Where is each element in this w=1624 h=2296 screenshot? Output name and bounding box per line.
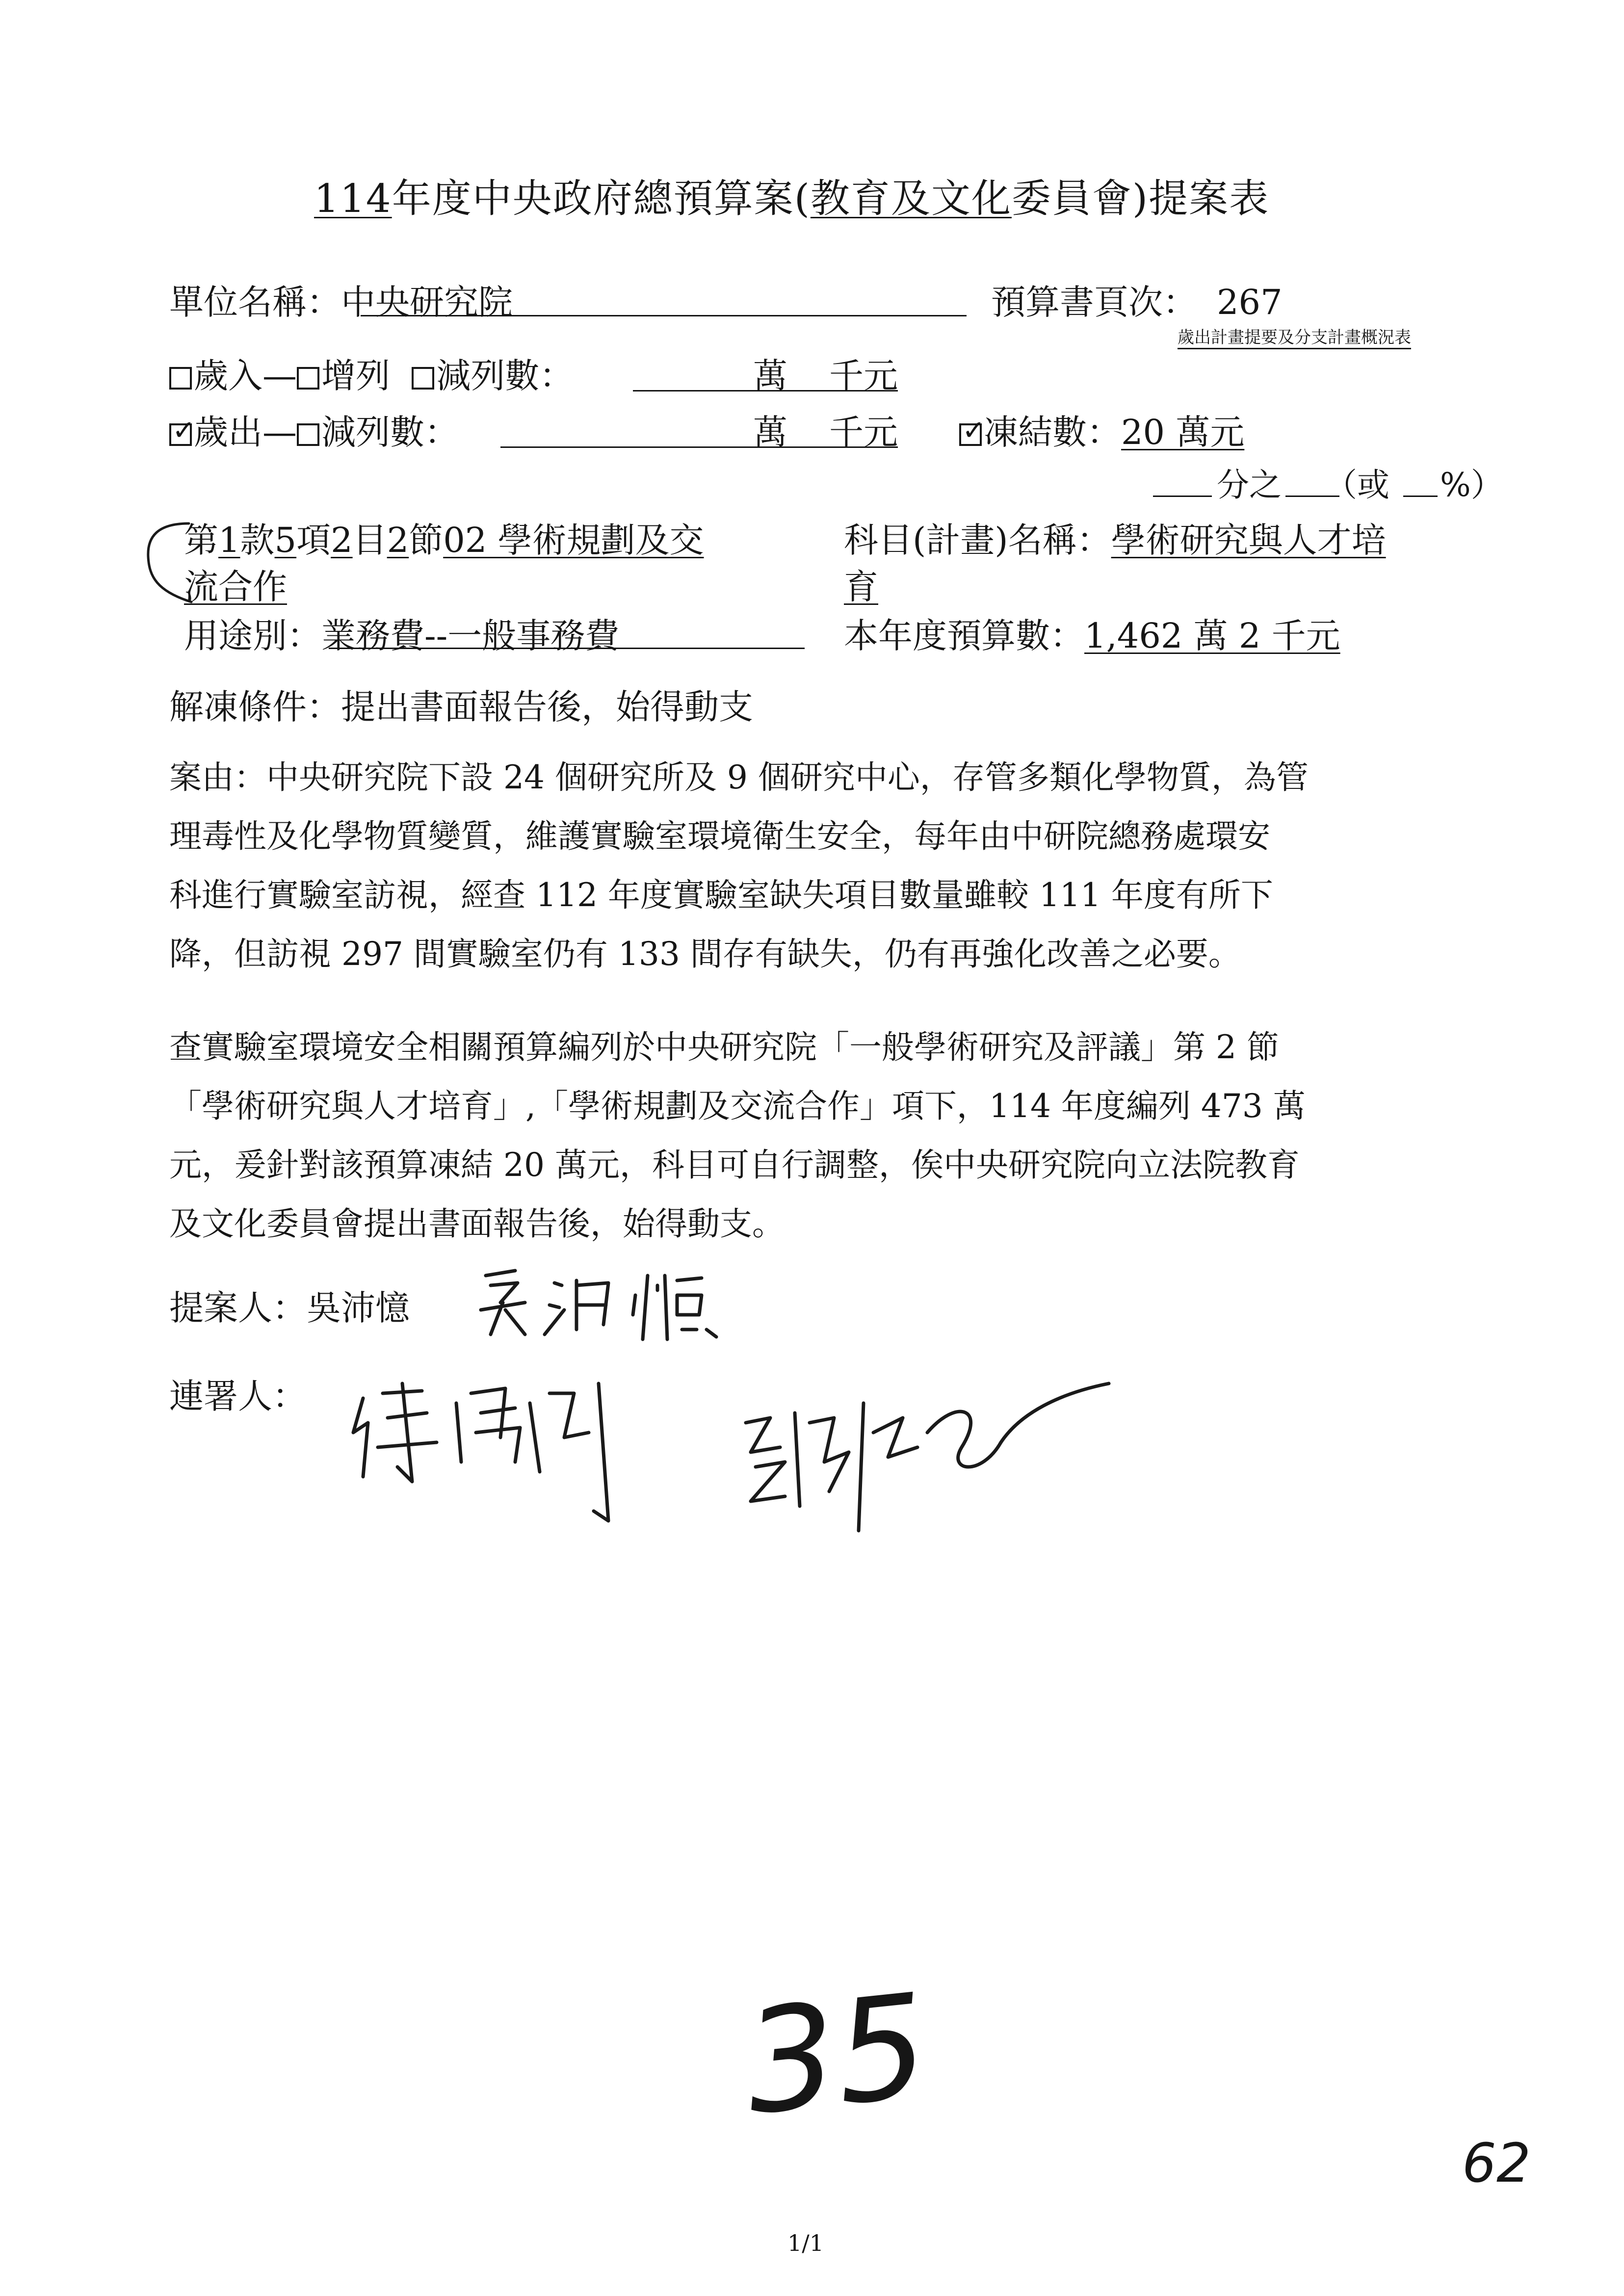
fraction-part1: 分之 — [1217, 466, 1282, 504]
section-kuan-num: 1 — [218, 520, 240, 560]
income-unit-wan: 萬 — [753, 356, 787, 396]
usage-label: 用途別： — [184, 616, 321, 656]
title-year: 114 — [314, 176, 392, 221]
section-name-1: 02 學術規劃及交 — [443, 520, 704, 560]
income-row — [169, 348, 574, 398]
freeze-row — [959, 405, 1244, 454]
fraction-blank-3 — [1403, 496, 1438, 497]
unfreeze-label: 解凍條件： — [169, 687, 341, 727]
freeze-value: 20 萬元 — [1121, 412, 1245, 452]
expense-unit-wan: 萬 — [753, 412, 787, 452]
budget-label: 本年度預算數： — [844, 616, 1084, 656]
subject-label: 科目(計畫)名稱： — [844, 520, 1111, 560]
income-label: 歲入— — [194, 356, 297, 396]
finding-line: 元，爰針對該預算凍結 20 萬元，科目可自行調整，俟中央研究院向立法院教育 — [169, 1146, 1300, 1184]
budget-row — [844, 608, 1340, 658]
income-checkbox[interactable] — [169, 367, 192, 390]
reason-line: 理毒性及化學物質變質，維護實驗室環境衛生安全，每年由中研院總務處環安 — [169, 817, 1270, 855]
section-line-2 — [184, 559, 287, 609]
subject-value-1: 學術研究與人才培 — [1111, 520, 1386, 560]
unit-value: 中央研究院 — [341, 282, 513, 322]
freeze-checkbox[interactable] — [959, 423, 982, 446]
freeze-label: 凍結數： — [984, 412, 1121, 452]
reason-paragraph — [169, 748, 1465, 984]
proposer-label: 提案人： — [169, 1288, 307, 1328]
finding-line: 「學術研究與人才培育」,「學術規劃及交流合作」項下，114 年度編列 473 萬 — [169, 1087, 1306, 1125]
budget-value: 1,462 萬 2 千元 — [1084, 616, 1340, 656]
fraction-part3: %） — [1440, 466, 1503, 504]
add-label: 增列 — [321, 356, 390, 396]
fraction-blank-1 — [1153, 496, 1212, 497]
reason-line: 案由：中央研究院下設 24 個研究所及 9 個研究中心，存管多類化學物質，為管 — [169, 758, 1309, 796]
usage-row — [184, 608, 619, 658]
unit-row — [169, 275, 513, 324]
unit-label: 單位名稱： — [169, 282, 341, 322]
subject-value-2: 育 — [844, 567, 878, 607]
expense-row — [169, 405, 459, 454]
finding-line: 查實驗室環境安全相關預算編列於中央研究院「一般學術研究及評議」第 2 節 — [169, 1028, 1279, 1066]
income-unit-qian: 千元 — [829, 356, 898, 396]
add-checkbox[interactable] — [297, 367, 319, 390]
cosigner-label: 連署人： — [169, 1376, 307, 1416]
usage-value: 業務費--一般事務費 — [321, 616, 620, 656]
expense-reduce-label: 減列數： — [321, 412, 459, 452]
expense-unit-qian: 千元 — [829, 412, 898, 452]
title-committee: 教育及文化 — [810, 176, 1012, 221]
page-footer: 1/1 — [787, 2230, 824, 2256]
income-reduce-checkbox[interactable] — [412, 367, 434, 390]
title-after: 委員會)提案表 — [1011, 176, 1270, 221]
page-ref-note: 歲出計畫提要及分支計畫概況表 — [1178, 328, 1411, 347]
section-name-2: 流合作 — [184, 567, 287, 607]
unfreeze-row — [169, 679, 753, 729]
unit-underline — [361, 315, 967, 316]
section-jie-num: 2 — [387, 520, 409, 560]
proposer-name: 吳沛憶 — [307, 1288, 410, 1328]
fraction-part2: （或 — [1325, 466, 1389, 504]
reason-line: 降，但訪視 297 間實驗室仍有 133 間存有缺失，仍有再強化改善之必要。 — [169, 935, 1241, 973]
subject-line-1 — [844, 513, 1386, 562]
expense-checkbox[interactable] — [169, 423, 192, 446]
proposer-signature — [471, 1256, 765, 1349]
page-ref-label: 預算書頁次： — [991, 282, 1197, 322]
section-mu-num: 2 — [331, 520, 353, 560]
page-ref — [991, 275, 1283, 324]
section-xiang-num: 5 — [274, 520, 297, 560]
cosigner-signatures — [343, 1364, 1153, 1560]
handwritten-corner-number: 62 — [1462, 2132, 1531, 2194]
page-ref-value: 267 — [1217, 282, 1283, 322]
reason-line: 科進行實驗室訪視，經查 112 年度實驗室缺失項目數量雖較 111 年度有所下 — [169, 876, 1273, 914]
usage-underline — [329, 648, 805, 649]
expense-label: 歲出— — [194, 412, 297, 452]
finding-line: 及文化委員會提出書面報告後，始得動支。 — [169, 1205, 785, 1243]
subject-line-2 — [844, 559, 878, 609]
page-title — [314, 167, 1269, 223]
proposer-row — [169, 1280, 410, 1330]
finding-paragraph — [169, 1018, 1465, 1253]
section-line-1: 第1款5項2目2節02 學術規劃及交 — [184, 520, 704, 560]
income-reduce-label: 減列數： — [436, 356, 574, 396]
unfreeze-value: 提出書面報告後，始得動支 — [341, 687, 753, 727]
handwritten-page-number: 35 — [737, 1963, 935, 2147]
title-before: 年度中央政府總預算案( — [392, 176, 811, 221]
expense-reduce-checkbox[interactable] — [297, 423, 319, 446]
